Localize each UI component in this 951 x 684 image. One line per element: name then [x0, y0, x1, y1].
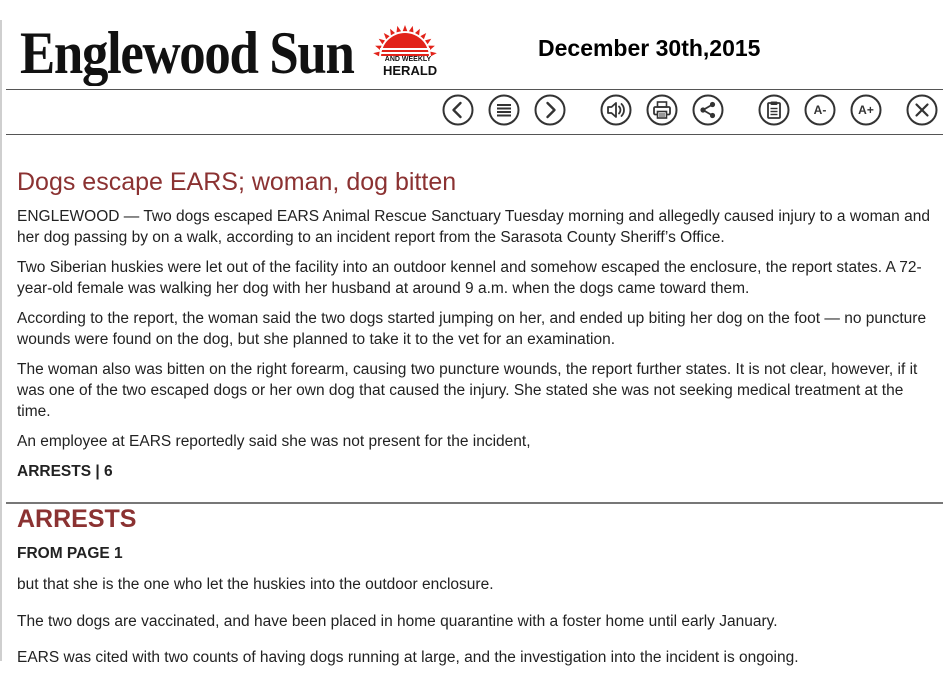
- article-paragraph: ENGLEWOOD — Two dogs escaped EARS Animal Rescue Sanctuary Tuesday morning and allegedly caused injury to a woman and her dog passing by on a walk, according to an incident report from the Sarasota County Sheriff’s Office.: [17, 208, 930, 246]
- article-paragraph: According to the report, the woman said the two dogs started jumping on her, and ended up biting her dog on the foot — no puncture wounds were found on the dog, but she planned to take it to the vet for an examination.: [17, 310, 927, 348]
- close-button[interactable]: [906, 94, 938, 126]
- masthead-subtitle: HERALD: [383, 63, 438, 78]
- text-smaller-label: A-: [813, 103, 827, 117]
- share-icon: [692, 94, 724, 126]
- toolbar-bottom-divider: [6, 134, 943, 135]
- listen-button[interactable]: [600, 94, 632, 126]
- continued-article: [17, 503, 932, 684]
- masthead-subtitle-small: AND WEEKLY: [384, 56, 432, 63]
- list-circle-icon: [488, 94, 520, 126]
- from-page-label: FROM PAGE 1: [17, 545, 123, 562]
- continued-paragraph: but that she is the one who let the huskies into the outdoor enclosure.: [17, 576, 494, 593]
- chevron-left-circle-icon: [442, 94, 474, 126]
- text-larger-button[interactable]: [850, 94, 882, 126]
- article-paragraph: An employee at EARS reportedly said she was not present for the incident,: [17, 433, 531, 450]
- table-of-contents-button[interactable]: [488, 94, 520, 126]
- edition-date: December 30th,2015: [538, 35, 761, 61]
- next-page-button[interactable]: [534, 94, 566, 126]
- text-smaller-button[interactable]: [804, 94, 836, 126]
- newspaper-name: Englewood Sun: [20, 20, 354, 86]
- previous-page-button[interactable]: [442, 94, 474, 126]
- article-headline: Dogs escape EARS; woman, dog bitten: [17, 168, 457, 196]
- print-button[interactable]: [646, 94, 678, 126]
- clipboard-icon: [758, 94, 790, 126]
- clip-article-button[interactable]: [758, 94, 790, 126]
- article-paragraph: Two Siberian huskies were let out of the facility into an outdoor kennel and somehow escaped the enclosure, the report states. A 72-year-old female was walking her dog with her husband at around 9 a.m. when the dogs came toward them.: [17, 259, 922, 297]
- toolbar-top-divider: [6, 89, 943, 90]
- chevron-right-circle-icon: [534, 94, 566, 126]
- share-button[interactable]: [692, 94, 724, 126]
- close-icon: [906, 94, 938, 126]
- article: [17, 166, 932, 482]
- reader-toolbar: [0, 91, 951, 133]
- speaker-icon: [600, 94, 632, 126]
- continued-paragraph: The two dogs are vaccinated, and have been placed in home quarantine with a foster home until early January.: [17, 612, 778, 630]
- text-larger-label: A+: [858, 103, 874, 117]
- article-paragraph: The woman also was bitten on the right forearm, causing two puncture wounds, the report further states. It is not clear, however, if it was one of the two escaped dogs or her own dog that caused the injury. She stated she was not seeking medical treatment at the time.: [17, 361, 918, 420]
- jump-headline: ARRESTS: [17, 505, 137, 533]
- printer-icon: [646, 94, 678, 126]
- continued-paragraph: EARS was cited with two counts of having dogs running at large, and the investigation into the incident is ongoing.: [17, 649, 799, 666]
- jump-link[interactable]: ARRESTS | 6: [17, 463, 113, 480]
